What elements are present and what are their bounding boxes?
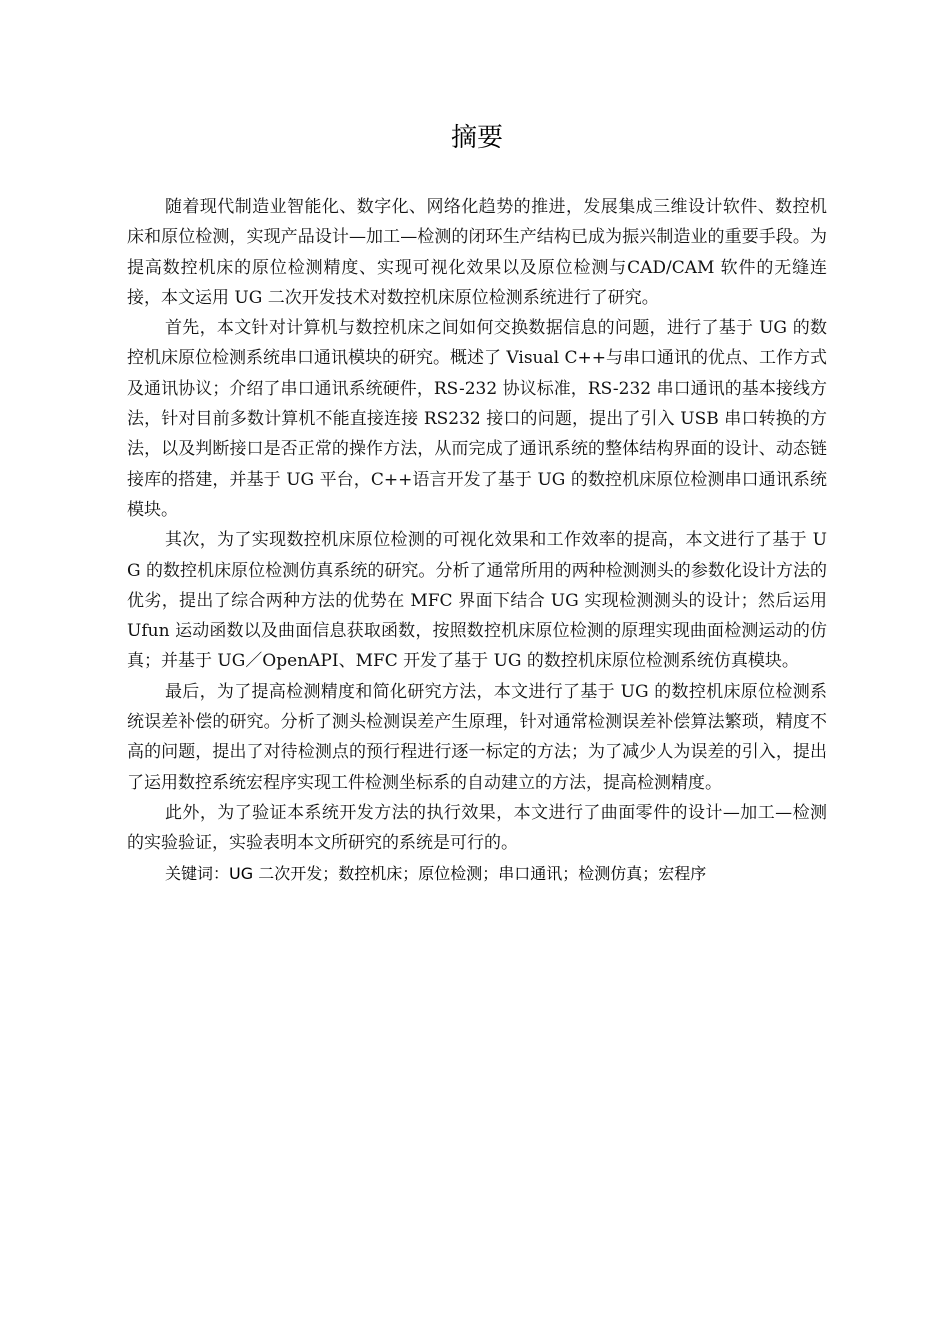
abstract-paragraph-4: 最后，为了提高检测精度和简化研究方法，本文进行了基于 UG 的数控机床原位检测系统误差补偿的研究。分析了测头检测误差产生原理，针对通常检测误差补偿算法繁琐，精度不高的问题，提出了对待检测点的预行程进行逐一标定的方法；为了减少人为误差的引入，提出了运用数控系统宏程序实现工件检测坐标系的自动建立的方法，提高检测精度。 bbox=[127, 681, 827, 793]
abstract-title: 摘要 bbox=[450, 123, 503, 153]
abstract-paragraph-1: 随着现代制造业智能化、数字化、网络化趋势的推进，发展集成三维设计软件、数控机床和原位检测，实现产品设计—加工—检测的闭环生产结构已成为振兴制造业的重要手段。为提高数控机床的原位检测精度、实现可视化效果以及原位检测与CAD/CAM 软件的无缝连接，本文运用 UG 二次开发技术对数控机床原位检测系统进行了研究。 bbox=[127, 197, 827, 308]
abstract-paragraph-2: 首先，本文针对计算机与数控机床之间如何交换数据信息的问题，进行了基于 UG 的数控机床原位检测系统串口通讯模块的研究。概述了 Visual C++与串口通讯的优点、工作方式及通讯协议；介绍了串口通讯系统硬件，RS-232 协议标准，RS-232 串口通讯的基本接线方法，针对目前多数计算机不能直接连接 RS232 接口的问题，提出了引入 USB 串口转换的方法，以及判断接口是否正常的操作方法，从而完成了通讯系统的整体结构界面的设计、动态链接库的搭建，并基于 UG 平台，C++语言开发了基于 UG 的数控机床原位检测串口通讯系统模块。 bbox=[127, 318, 827, 520]
abstract-paragraph-3: 其次，为了实现数控机床原位检测的可视化效果和工作效率的提高，本文进行了基于 UG 的数控机床原位检测仿真系统的研究。分析了通常所用的两种检测测头的参数化设计方法的优劣，提出了综合两种方法的优势在 MFC 界面下结合 UG 实现检测测头的设计；然后运用 Ufun 运动函数以及曲面信息获取函数，按照数控机床原位检测的原理实现曲面检测运动的仿真；并基于 UG／OpenAPI、MFC 开发了基于 UG 的数控机床原位检测系统仿真模块。 bbox=[127, 530, 827, 672]
keywords-line: 关键词：UG 二次开发；数控机床；原位检测；串口通讯；检测仿真；宏程序 bbox=[165, 863, 707, 883]
abstract-paragraph-5: 此外，为了验证本系统开发方法的执行效果，本文进行了曲面零件的设计—加工—检测的实验验证，实验表明本文所研究的系统是可行的。 bbox=[127, 802, 827, 854]
document-page bbox=[127, 118, 827, 889]
